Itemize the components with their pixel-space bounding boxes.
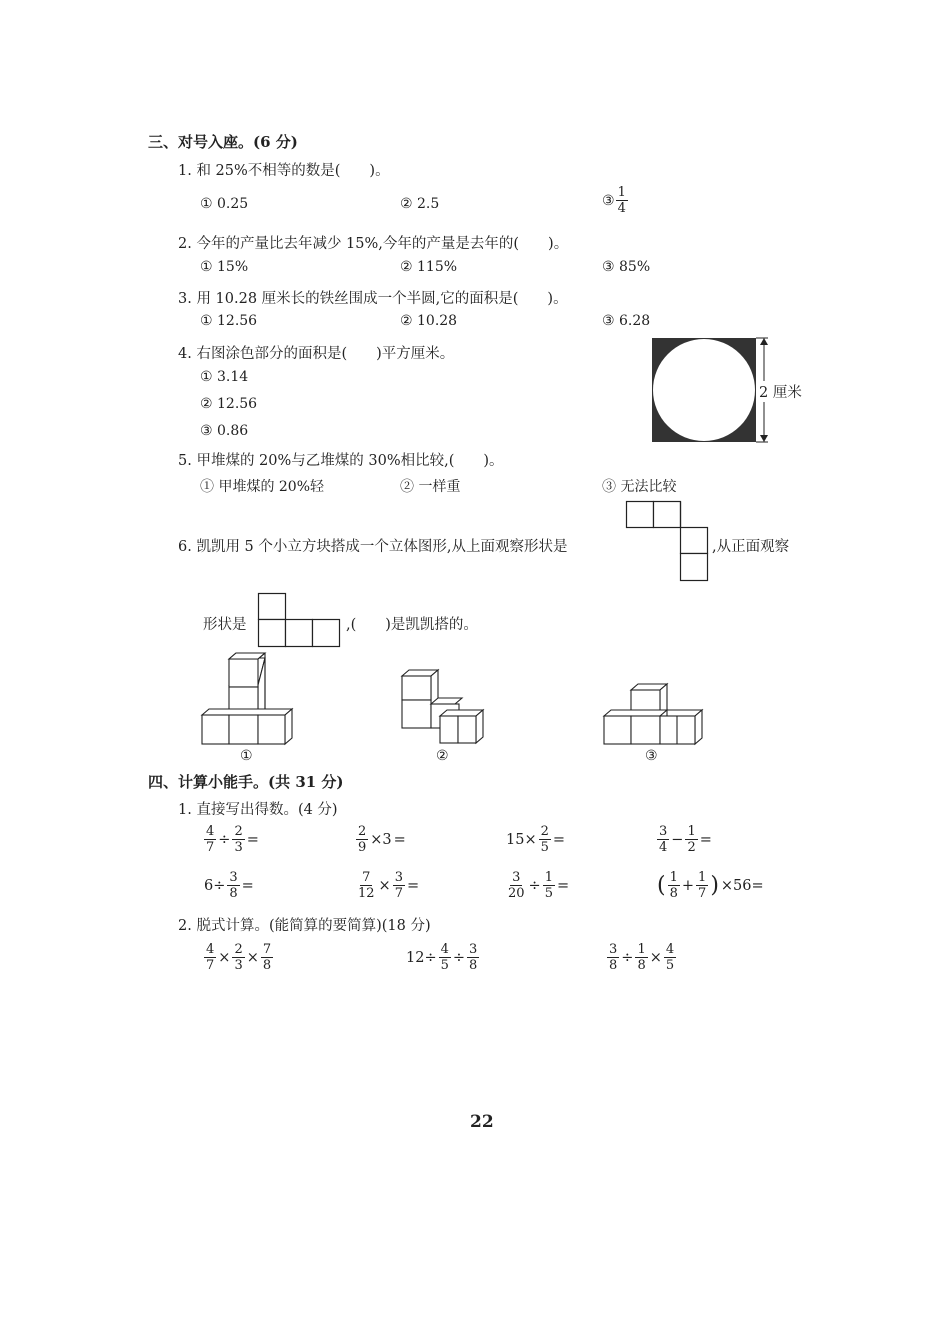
- q3-option-2: ② 10.28: [400, 313, 458, 329]
- q4-text: 4. 右图涂色部分的面积是( )平方厘米。: [178, 346, 455, 362]
- q5-option-3: ③ 无法比较: [602, 479, 677, 495]
- q4-option-2: ② 12.56: [200, 396, 258, 412]
- q6-cube-figure-3: [602, 682, 706, 748]
- calc-1: $\frac{4}{7}$ × $\frac{2}{3}$ × $\frac{7}{8}$: [206, 942, 272, 973]
- q6-cube-label-3: ③: [645, 748, 658, 764]
- q1-text: 1. 和 25%不相等的数是( )。: [178, 163, 390, 179]
- q6-front-view-figure: [258, 593, 342, 649]
- expr-5: 6÷ $\frac{3}{8}$ =: [204, 870, 254, 901]
- expr-4: $\frac{3}{4}$ − $\frac{1}{2}$ =: [659, 824, 712, 855]
- part-1-title: 1. 直接写出得数。(4 分): [178, 802, 338, 818]
- expr-2: $\frac{2}{9}$ ×3 =: [358, 824, 406, 855]
- q1-option-3-marker: ③: [602, 192, 615, 209]
- q2-text: 2. 今年的产量比去年减少 15%,今年的产量是去年的( )。: [178, 236, 569, 252]
- q3-text: 3. 用 10.28 厘米长的铁丝围成一个半圆,它的面积是( )。: [178, 291, 568, 307]
- expr-3: 15× $\frac{2}{5}$ =: [506, 824, 566, 855]
- q5-option-1: ① 甲堆煤的 20%轻: [200, 479, 325, 495]
- q3-option-3: ③ 6.28: [602, 313, 651, 329]
- expr-1: $\frac{4}{7}$ ÷ $\frac{2}{3}$ =: [206, 824, 259, 855]
- expr-8: ( $\frac{1}{8}$ + $\frac{1}{7}$ ) ×56=: [657, 870, 764, 901]
- q4-dimension-label: 2 厘米: [758, 381, 803, 402]
- section-4-title: 四、计算小能手。(共 31 分): [148, 773, 344, 791]
- page-number: 22: [470, 1112, 494, 1132]
- section-3-title: 三、对号入座。(6 分): [148, 133, 298, 151]
- calc-2: 12÷ $\frac{4}{5}$ ÷ $\frac{3}{8}$: [406, 942, 478, 973]
- q6-cube-figure-1: [200, 656, 296, 748]
- q4-option-1: ① 3.14: [200, 369, 249, 385]
- q1-option-2: ② 2.5: [400, 196, 440, 212]
- q5-option-2: ② 一样重: [400, 479, 461, 495]
- q1-option-3: [602, 186, 629, 215]
- q5-text: 5. 甲堆煤的 20%与乙堆煤的 30%相比较,( )。: [178, 453, 504, 469]
- q2-option-1: ① 15%: [200, 259, 249, 275]
- q3-option-1: ① 12.56: [200, 313, 258, 329]
- q2-option-3: ③ 85%: [602, 259, 651, 275]
- q4-option-3: ③ 0.86: [200, 423, 249, 439]
- q6-cube-label-1: ①: [240, 748, 253, 764]
- q2-option-2: ② 115%: [400, 259, 458, 275]
- q6-text-part-3: 形状是: [203, 617, 247, 633]
- q6-cube-label-2: ②: [436, 748, 449, 764]
- calc-3: $\frac{3}{8}$ ÷ $\frac{1}{8}$ × $\frac{4}{5}$: [609, 942, 675, 973]
- q6-text-part-1: 6. 凯凯用 5 个小立方块搭成一个立体图形,从上面观察形状是: [178, 539, 568, 555]
- q6-top-view-figure: [626, 501, 710, 583]
- q6-text-part-4: ,( )是凯凯搭的。: [346, 617, 478, 633]
- q1-option-1: ① 0.25: [200, 196, 249, 212]
- part-2-title: 2. 脱式计算。(能简算的要简算)(18 分): [178, 918, 431, 934]
- q6-cube-figure-2: [400, 668, 488, 748]
- q1-option-3-fraction: $\frac{1}{4}$: [617, 185, 626, 216]
- expr-7: $\frac{3}{20}$ ÷ $\frac{1}{5}$ =: [508, 870, 570, 901]
- expr-6: $\frac{7}{12}$ × $\frac{3}{7}$ =: [358, 870, 420, 901]
- q6-text-part-2: ,从正面观察: [712, 539, 790, 555]
